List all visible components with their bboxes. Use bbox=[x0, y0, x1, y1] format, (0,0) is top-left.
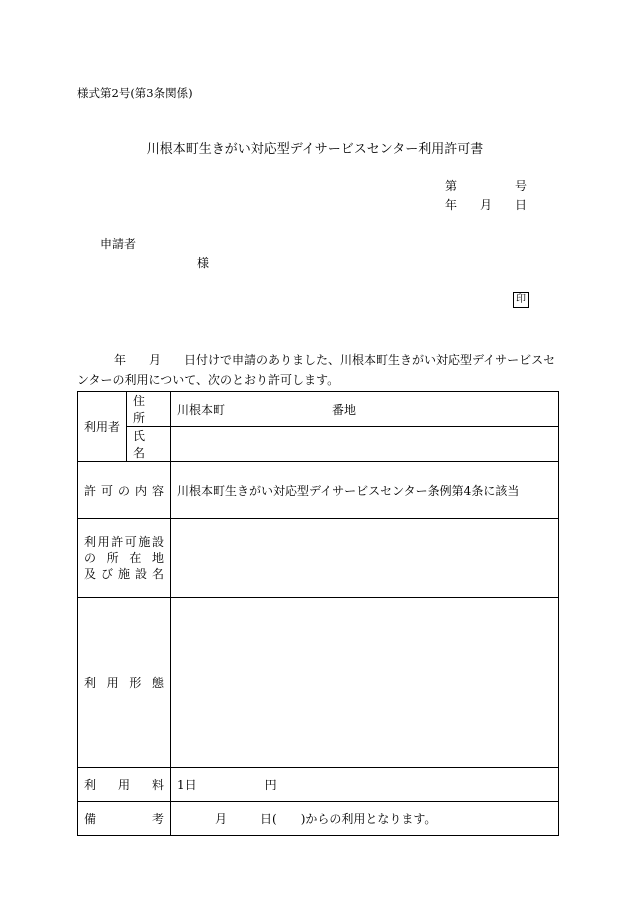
intro-text-1: 日付けで申請のありました、川根本町生きがい対応型デイサービスセ bbox=[184, 353, 556, 367]
permit-table bbox=[77, 391, 559, 836]
table-row-permission bbox=[78, 462, 559, 519]
number-prefix: 第 bbox=[445, 179, 458, 193]
fee-day: 1日 bbox=[177, 778, 197, 792]
fee-label: 利用料 bbox=[84, 778, 164, 792]
fee-label-cell bbox=[78, 768, 171, 802]
address-suffix: 番地 bbox=[332, 402, 357, 417]
facility-label-cell bbox=[78, 519, 171, 598]
permission-label-cell bbox=[78, 462, 171, 519]
fee-unit: 円 bbox=[264, 778, 277, 792]
seal-mark: 印 bbox=[513, 292, 529, 308]
user-label: 利用者 bbox=[84, 420, 121, 434]
facility-label-3: 及び施設名 bbox=[84, 567, 164, 581]
table-row-usage bbox=[78, 598, 559, 768]
permission-value-cell bbox=[171, 462, 559, 519]
usage-label: 利用形態 bbox=[84, 676, 164, 690]
intro-year: 年 bbox=[114, 353, 127, 367]
form-number: 様式第2号(第3条関係) bbox=[77, 86, 193, 100]
remarks-month: 月 bbox=[215, 812, 228, 826]
table-row-facility bbox=[78, 519, 559, 598]
table-row-name bbox=[78, 427, 559, 462]
document-title: 川根本町生きがい対応型デイサービスセンター利用許可書 bbox=[146, 142, 484, 157]
name-value-cell bbox=[171, 427, 559, 462]
facility-label-2: の所在地 bbox=[84, 551, 164, 565]
usage-value-cell bbox=[171, 598, 559, 768]
table-row-fee bbox=[78, 768, 559, 802]
number-suffix: 号 bbox=[515, 179, 528, 193]
table-row-address bbox=[78, 392, 559, 427]
name-label: 氏 名 bbox=[133, 429, 158, 460]
name-label-cell bbox=[127, 427, 171, 462]
table-row-remarks bbox=[78, 802, 559, 836]
remarks-label: 備考 bbox=[84, 812, 164, 826]
remarks-label-cell bbox=[78, 802, 171, 836]
permission-label: 許可の内容 bbox=[84, 483, 164, 498]
address-label: 住 所 bbox=[133, 394, 158, 425]
user-label-cell bbox=[78, 392, 127, 462]
address-label-cell bbox=[127, 392, 171, 427]
remarks-day: 日( bbox=[260, 812, 277, 826]
address-value: 川根本町 bbox=[177, 402, 226, 417]
date-month: 月 bbox=[480, 198, 493, 212]
address-value-cell bbox=[171, 392, 559, 427]
honorific-label: 様 bbox=[197, 256, 210, 270]
remarks-value-cell bbox=[171, 802, 559, 836]
intro-text-2: ンターの利用について、次のとおり許可します。 bbox=[77, 373, 340, 387]
permission-value: 川根本町生きがい対応型デイサービスセンター条例第4条に該当 bbox=[177, 483, 520, 498]
usage-label-cell bbox=[78, 598, 171, 768]
date-year: 年 bbox=[445, 198, 458, 212]
fee-value-cell bbox=[171, 768, 559, 802]
facility-label-1: 利用許可施設 bbox=[84, 535, 164, 549]
intro-month: 月 bbox=[149, 353, 162, 367]
applicant-label: 申請者 bbox=[100, 237, 137, 251]
remarks-rest: )からの利用となります。 bbox=[300, 812, 437, 826]
intro-paragraph bbox=[77, 350, 557, 390]
facility-value-cell bbox=[171, 519, 559, 598]
date-day: 日 bbox=[515, 198, 528, 212]
